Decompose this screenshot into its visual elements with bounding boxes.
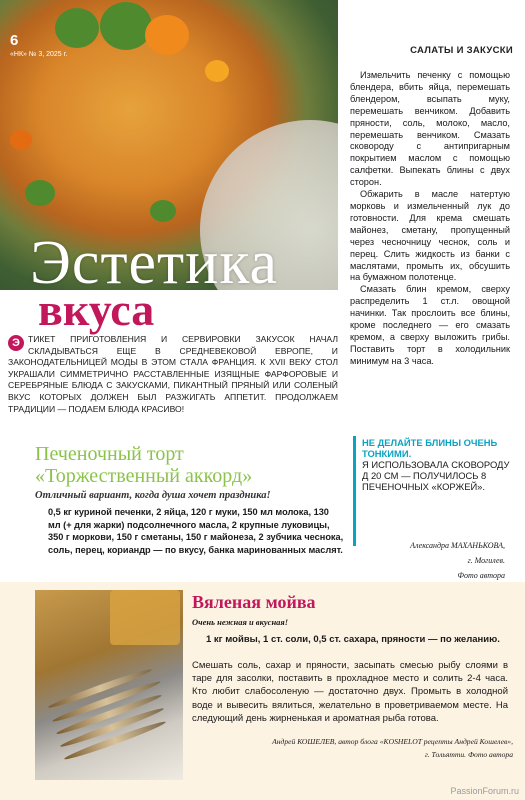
tip-body: Я ИСПОЛЬЗОВАЛА СКОВОРОДУ Д 20 СМ — ПОЛУЧИЛОСЬ 8 ПЕЧЕНОЧНЫХ «КОРЖЕЙ». <box>362 459 510 492</box>
nasturtium-leaf <box>55 8 99 48</box>
recipe1-credit <box>305 538 505 583</box>
method-paragraph: Обжарить в масле натертую морковь и измельченный лук до готовности. Для крема смешать майонез, сметану, пропущенный через чесночницу чеснок, соль и перец. Слить жидкость из банки с маслятами, промыть их, обсушить на бумажном полотенце. <box>350 189 510 283</box>
watermark: PassionForum.ru <box>450 786 519 796</box>
tip-box <box>362 437 512 492</box>
issue-label: «НК» № 3, 2025 г. <box>10 51 68 58</box>
nasturtium-leaf <box>100 2 152 50</box>
drop-cap: Э <box>8 335 24 351</box>
photo-credit: Фото автора <box>457 571 505 580</box>
recipe1-ingredients: 0,5 кг куриной печенки, 2 яйца, 120 г муки, 150 мл молока, 130 мл (+ для жарки) подсолнечного масла, 2 крупные луковицы, 350 г моркови, 150 г сметаны, 150 г майонеза, 2 зубчика чеснока, соль, перец, кориандр — по вкусу, банка маринованных маслят. <box>48 507 344 555</box>
herb-leaf <box>25 180 55 206</box>
author-city: г. Тольятти. Фото автора <box>424 749 513 759</box>
article-title-line2: вкуса <box>38 284 155 335</box>
page-number: 6 <box>10 32 19 49</box>
recipe2-title: Вяленая мойва <box>192 592 316 612</box>
beer-glass <box>110 590 180 645</box>
author-city: г. Могилев. <box>467 556 505 565</box>
intro-text: ТИКЕТ ПРИГОТОВЛЕНИЯ И СЕРВИРОВКИ ЗАКУСОК НАЧАЛ СКЛАДЫВАТЬСЯ ЕЩЕ В СРЕДНЕВЕКОВОЙ ЕВРОПЕ, И ЗАКОНОДАТЕЛЬНИЦЕЙ МОДЫ В ЭТОМ СТАЛА ФРАНЦИЯ. К XVII ВЕКУ СТОЛ УКРАШАЛИ СИММЕТРИЧНО РАССТАВЛЕННЫЕ ИЗЯЩНЫЕ ФАРФОРОВЫЕ И СЕРЕБРЯНЫЕ БЛЮДА С ЗАКУСКАМИ, ПИКАНТНЫЙ ПРЯНЫЙ ИЛИ СОЛЕНЫЙ ВКУС КОТОРЫХ ДОЛЖЕН БЫЛ РАЗЖИГАТЬ АППЕТИТ. ПРОДОЛЖАЕМ ТРАДИЦИИ — ПОДАЕМ БЛЮДА КРАСИВО! <box>8 334 338 414</box>
nasturtium-flower <box>205 60 229 82</box>
recipe2-method: Смешать соль, сахар и пряности, засыпать смесью рыбу слоями в таре для засолки, поставить в прохладное место и солить 2-4 часа. Кто любит слабосоленую — достаточно двух. Промыть в холодной воде и вывесить вялиться, желательно в проветриваемом месте. На следующий день жирненькая и ароматная рыба готова. <box>192 660 508 724</box>
herb-leaf <box>150 200 176 222</box>
recipe1-title <box>35 443 252 487</box>
method-paragraph: Смазать блин кремом, сверху распределить 1 ст.л. овощной начинки. Так прослоить все блины, кроме последнего — его смазать кремом, а сверху выложить грибы. Поставить торт в холодильник минимум на 3 часа. <box>350 284 510 366</box>
intro-paragraph <box>8 334 338 415</box>
recipe1-method <box>350 70 510 368</box>
section-title: САЛАТЫ И ЗАКУСКИ <box>410 45 513 56</box>
recipe1-title-line1: Печеночный торт <box>35 443 184 465</box>
tip-accent-bar <box>353 436 356 546</box>
tip-heading: НЕ ДЕЛАЙТЕ БЛИНЫ ОЧЕНЬ ТОНКИМИ. <box>362 437 498 459</box>
author-name: Андрей КОШЕЛЕВ, автор блога «KOSHELOT рецепты Андрей Кошелев», <box>272 737 513 746</box>
recipe2-credit <box>133 736 513 761</box>
nasturtium-flower <box>10 130 32 150</box>
author-name: Александра МАХАНЬКОВА, <box>410 541 505 550</box>
article-title-line1: Эстетика <box>30 229 279 297</box>
recipe2-subtitle: Очень нежная и вкусная! <box>192 617 289 627</box>
recipe1-subtitle: Отличный вариант, когда душа хочет праздника! <box>35 490 271 501</box>
recipe1-title-line2: «Торжественный аккорд» <box>35 465 253 487</box>
nasturtium-flower <box>145 15 189 55</box>
method-paragraph: Измельчить печенку с помощью блендера, вбить яйца, перемешать блендером, всыпать муку, перемешать венчиком. Добавить пряности, соль, молоко, масло, перемешать венчиком. Смазать сковороду с антипригарным покрытием маслом с помощью салфетки. Выпекать блины с двух сторон. <box>350 70 510 188</box>
recipe2-ingredients: 1 кг мойвы, 1 ст. соли, 0,5 ст. сахара, пряности — по желанию. <box>206 634 500 645</box>
